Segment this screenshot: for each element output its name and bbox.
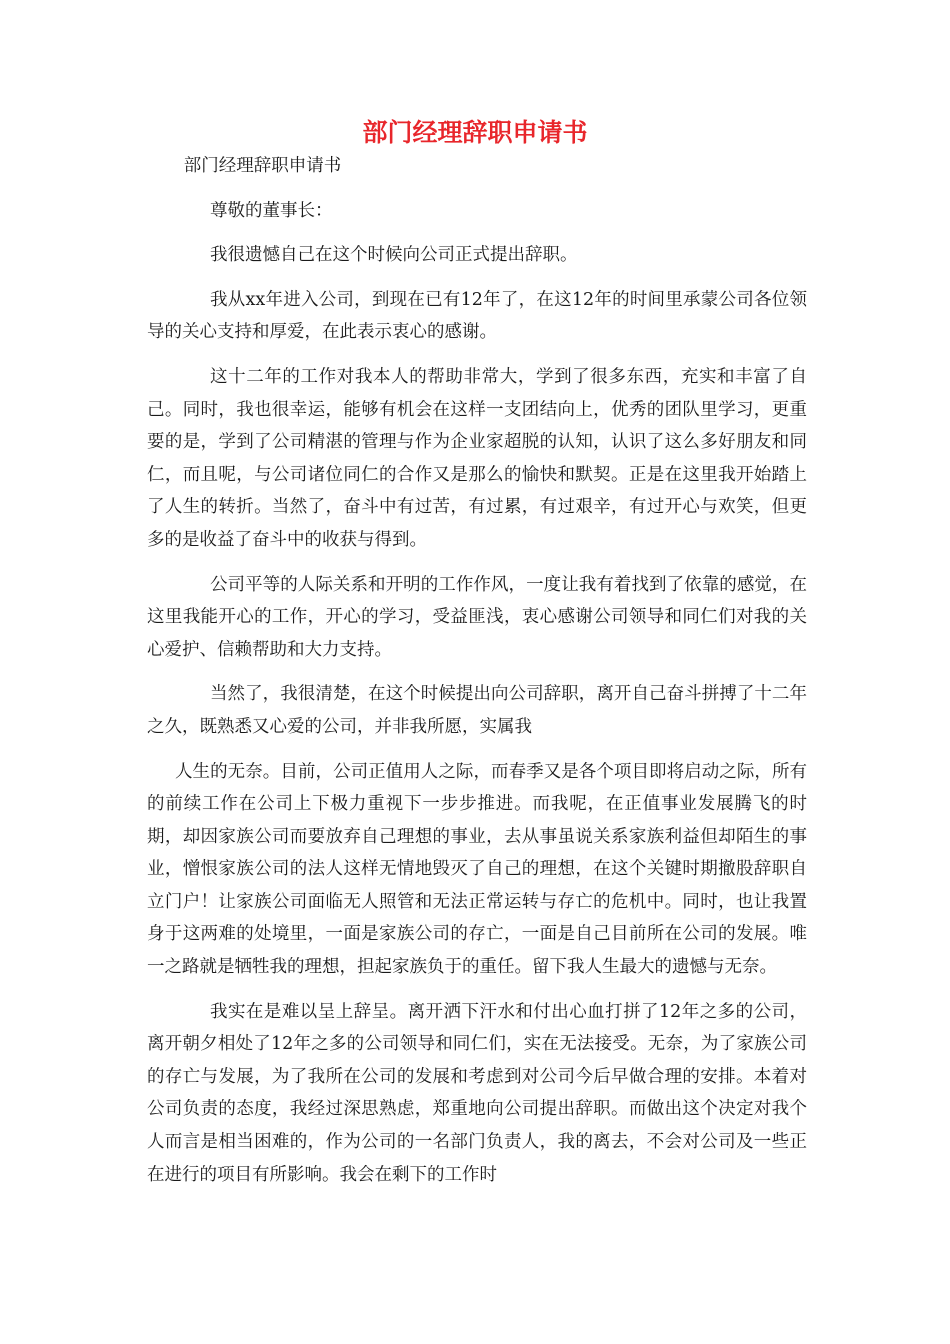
paragraph-2: 我从xx年进入公司，到现在已有12年了，在这12年的时间里承蒙公司各位领导的关心支持和厚爱，在此表示衷心的感谢。 <box>147 289 807 343</box>
document-body <box>147 150 807 1191</box>
document-subtitle: 部门经理辞职申请书 <box>183 156 342 176</box>
paragraph-4: 公司平等的人际关系和开明的工作作风，一度让我有着找到了依靠的感觉，在这里我能开心的工作，开心的学习，受益匪浅，衷心感谢公司领导和同仁们对我的关心爱护、信赖帮助和大力支持。 <box>147 574 807 660</box>
paragraph-5: 当然了，我很清楚，在这个时候提出向公司辞职，离开自己奋斗拼搏了十二年之久，既熟悉又心爱的公司，并非我所愿，实属我 <box>147 684 807 737</box>
paragraph-1: 我很遗憾自己在这个时候向公司正式提出辞职。 <box>210 245 578 266</box>
paragraph-6: 人生的无奈。目前，公司正值用人之际，而春季又是各个项目即将启动之际，所有的前续工作在公司上下极力重视下一步步推进。而我呢，在正值事业发展腾飞的时期，却因家族公司而要放弃自己理想的事业，去从事虽说关系家族利益但却陌生的事业，憎恨家族公司的法人这样无情地毁灭了自己的理想，在这个关键时期撤股辞职自立门户！让家族公司面临无人照管和无法正常运转与存亡的危机中。同时，也让我置身于这两难的处境里，一面是家族公司的存亡，一面是自己目前所在公司的发展。唯一之路就是牺牲我的理想，担起家族负于的重任。留下我人生最大的遗憾与无奈。 <box>147 761 807 978</box>
paragraph-7: 我实在是难以呈上辞呈。离开洒下汗水和付出心血打拼了12年之多的公司，离开朝夕相处了12年之多的公司领导和同仁们，实在无法接受。无奈，为了家族公司的存亡与发展，为了我所在公司的发展和考虑到对公司今后早做合理的安排。本着对公司负责的态度，我经过深思熟虑，郑重地向公司提出辞职。而做出这个决定对我个人而言是相当困难的，作为公司的一名部门负责人，我的离去，不会对公司及一些正在进行的项目有所影响。我会在剩下的工作时 <box>147 1001 807 1185</box>
salutation: 尊敬的董事长： <box>210 200 333 221</box>
document-title: 部门经理辞职申请书 <box>362 118 588 147</box>
paragraph-3: 这十二年的工作对我本人的帮助非常大，学到了很多东西，充实和丰富了自己。同时，我也很幸运，能够有机会在这样一支团结向上，优秀的团队里学习，更重要的是，学到了公司精湛的管理与作为企业家超脱的认知，认识了这么多好朋友和同仁，而且呢，与公司诸位同仁的合作又是那么的愉快和默契。正是在这里我开始踏上了人生的转折。当然了，奋斗中有过苦，有过累，有过艰辛，有过开心与欢笑，但更多的是收益了奋斗中的收获与得到。 <box>147 366 807 550</box>
